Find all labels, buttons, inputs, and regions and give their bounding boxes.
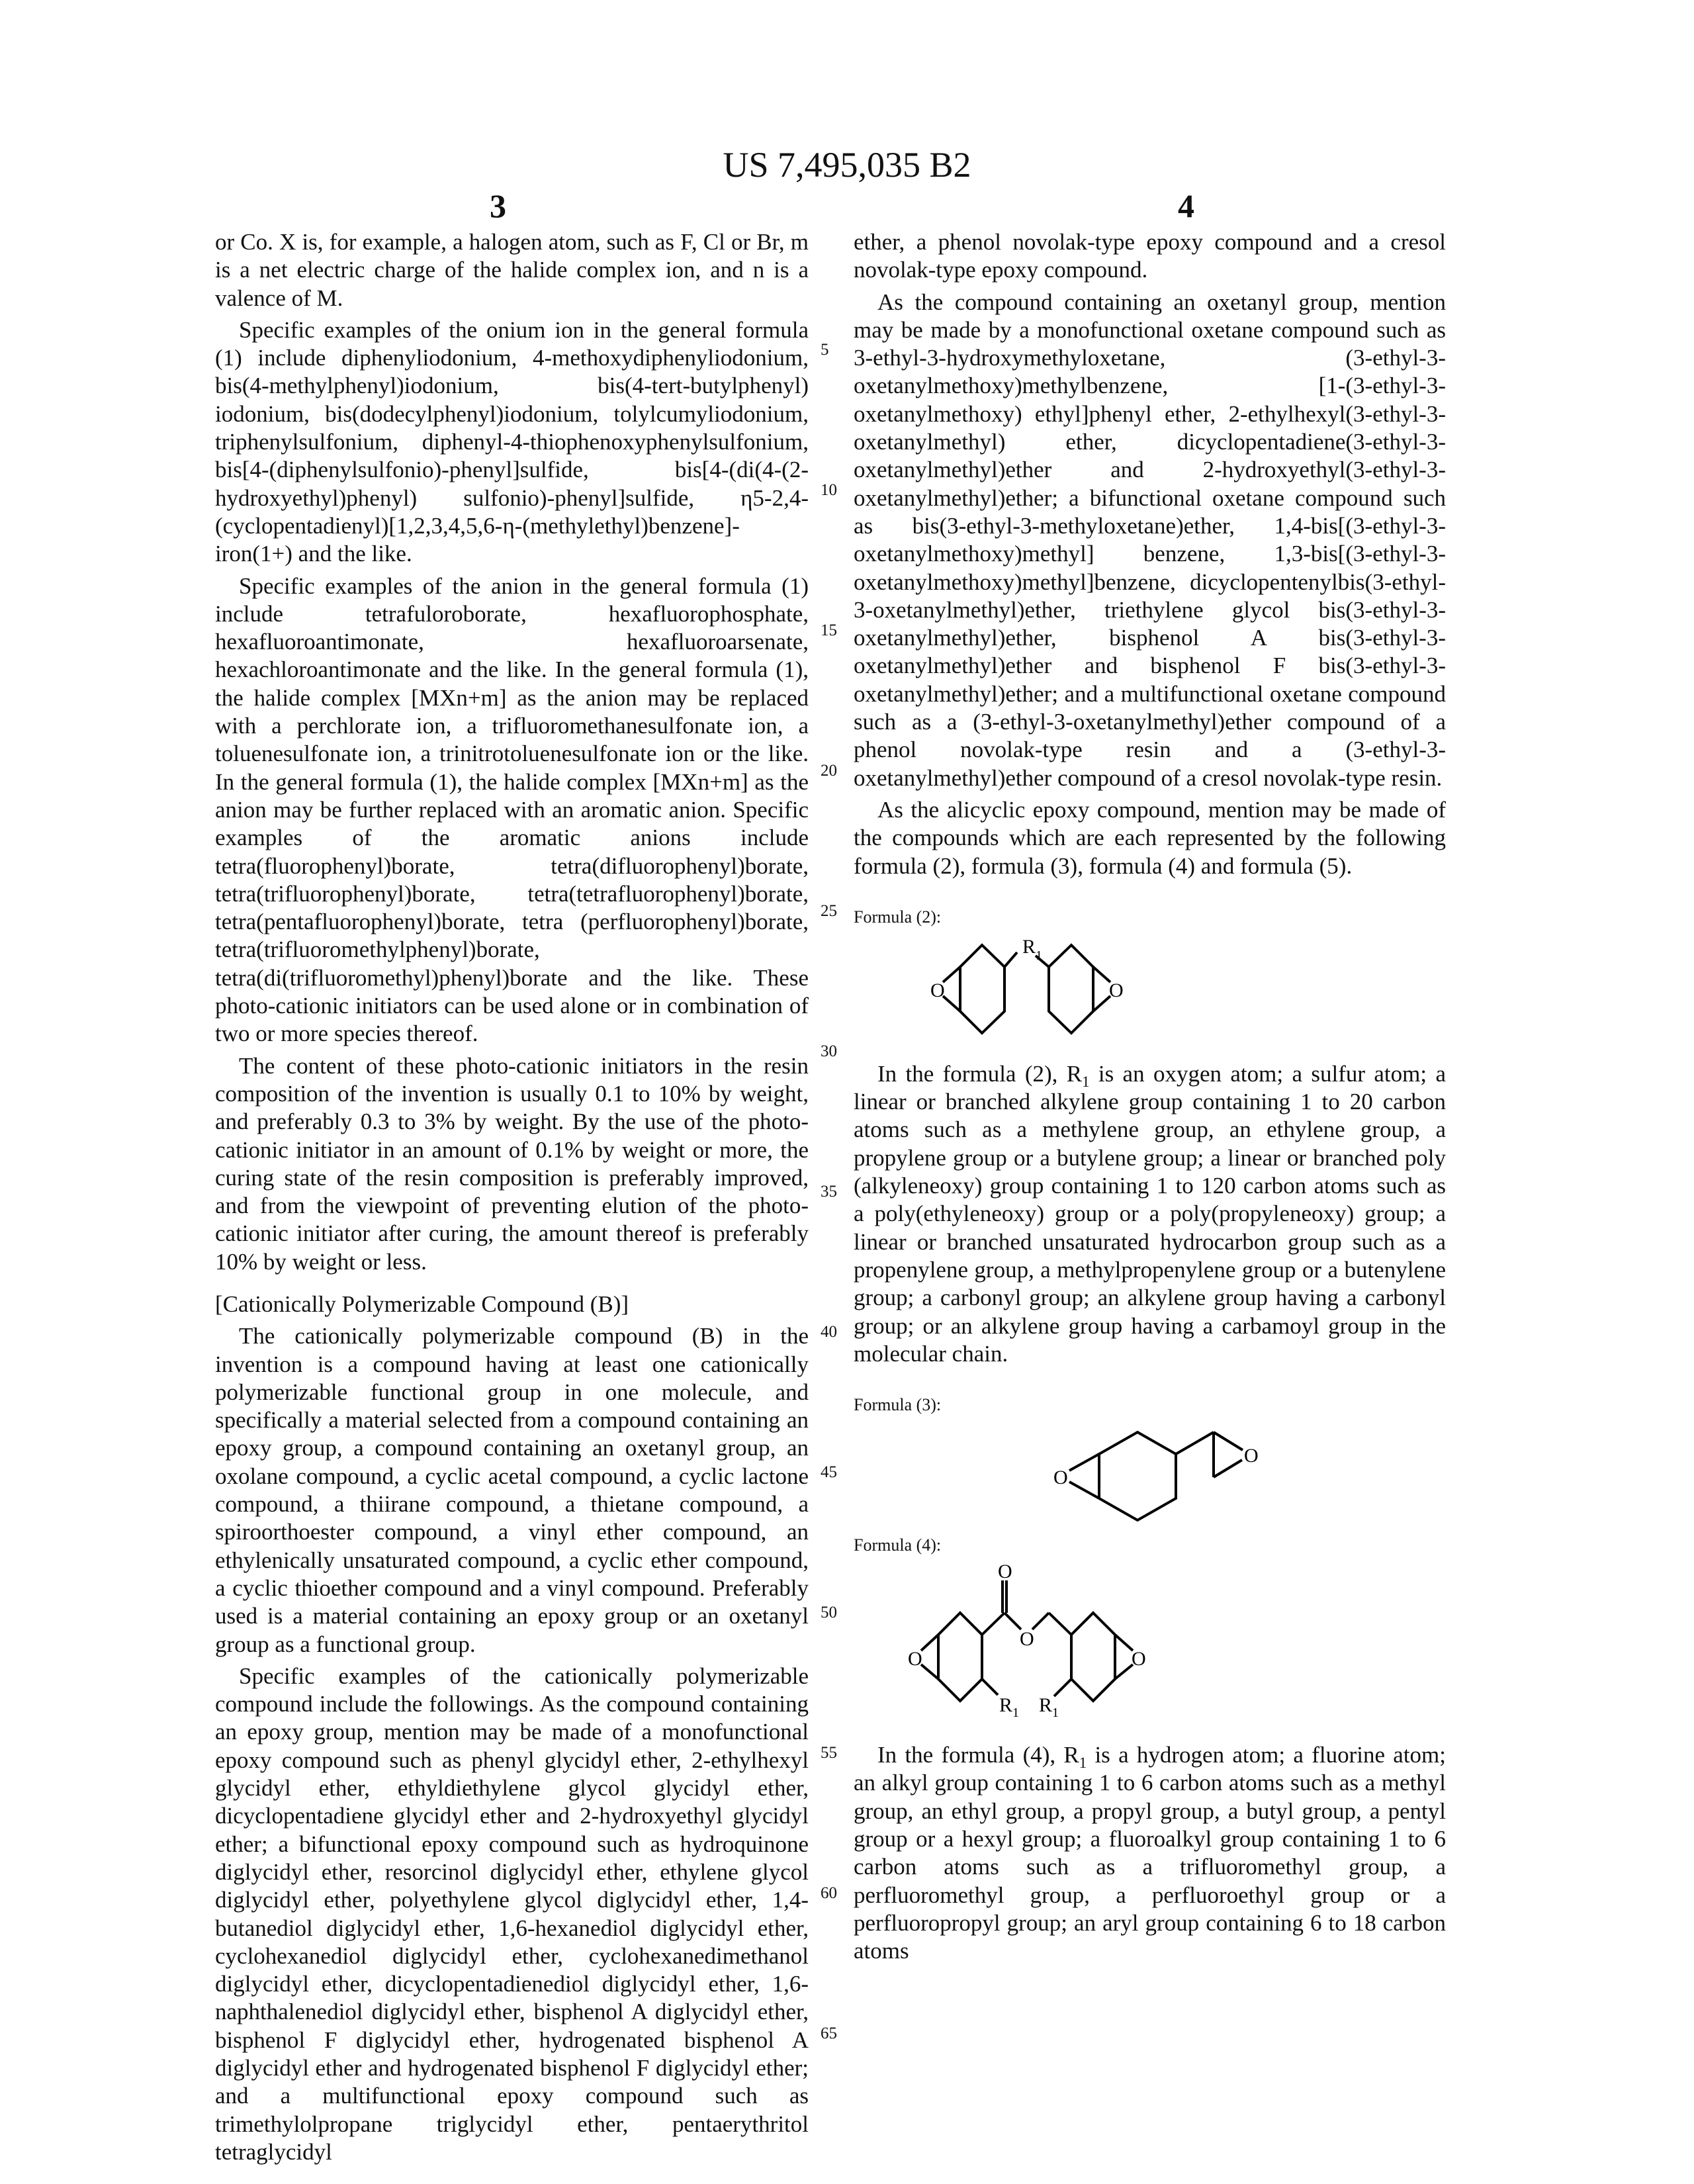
left-paragraph-6: Specific examples of the cationically polymerizable compound include the followings. As the compound containing an epoxy group, mention may be made of a monofunctional epoxy compound such as phenyl glycidyl ether, 2-ethylhexyl glycidyl ether, ethyldiethylene glycol glycidyl ether, dicyclopentadiene glycidyl ether and 2-hydroxyethyl glycidyl ether; a bifunctional epoxy compound such as hydroquinone diglycidyl ether, resorcinol diglycidyl ether, ethylene glycol diglycidyl ether, polyethylene glycol diglycidyl ether, 1,4-butanediol diglycidyl ether, 1,6-hexanediol diglycidyl ether, cyclohexanediol diglycidyl ether, cyclohexanedimethanol diglycidyl ether, dicyclopentadienediol diglycidyl ether, 1,6-naphthalenediol diglycidyl ether, bisphenol A diglycidyl ether, bisphenol F diglycidyl ether, hydrogenated bisphenol A diglycidyl ether and hydrogenated bisphenol F diglycidyl ether; and a multifunctional epoxy compound such as trimethylolpropane triglycidyl ether, pentaerythritol tetraglycidyl	[215, 1662, 809, 2166]
page-number-left: 3	[490, 187, 506, 225]
right-paragraph-3: As the alicyclic epoxy compound, mention may be made of the compounds which are each represented by the following formula (2), formula (3), formula (4) and formula (5).	[854, 796, 1446, 880]
svg-text:O: O	[1244, 1445, 1259, 1467]
left-paragraph-5: The cationically polymerizable compound (B) in the invention is a compound having at least one cationically polymerizable functional group in one molecule, and specifically a material selected from a compound containing an epoxy group, a compound containing an oxetanyl group, an oxolane compound, a cyclic acetal compound, a cyclic lactone compound, a thiirane compound, a thietane compound, a spiroorthoester compound, a vinyl ether compound, an ethylenically unsaturated compound, a cyclic ether compound, a cyclic thioether compound and a vinyl compound. Preferably used is a material containing an epoxy group or an oxetanyl group as a functional group.	[215, 1322, 809, 1659]
line-number: 25	[821, 902, 837, 921]
left-column	[215, 228, 809, 2170]
subscript: 1	[1082, 1073, 1089, 1090]
svg-text:R: R	[999, 1694, 1012, 1716]
line-number: 50	[821, 1604, 837, 1622]
svg-text:1: 1	[1052, 1706, 1059, 1720]
formula-2-label: Formula (2):	[854, 907, 1446, 928]
svg-text:R: R	[1022, 936, 1036, 958]
text: is an oxygen atom; a sulfur atom; a linear or branched alkylene group containing 1 to 20 carbon atoms such as a methylene group, an ethylene group, a propylene group or a butylene group; a linear or branched poly (alkyleneoxy) group containing 1 to 120 carbon atoms such as a poly(ethyleneoxy) group or a poly(propyleneoxy) group; a linear or branched unsaturated hydrocarbon group such as a propenylene group, a methylpropenylene group or a butenylene group; a carbonyl group; an alkylene group having a carbonyl group; or an alkylene group having a carbamoyl group in the molecular chain.	[854, 1061, 1446, 1367]
svg-text:O: O	[930, 979, 945, 1001]
patent-number: US 7,495,035 B2	[0, 144, 1694, 185]
line-number: 35	[821, 1183, 837, 1201]
formula-4-label: Formula (4):	[854, 1535, 1446, 1556]
right-paragraph-5	[854, 1741, 1446, 1965]
subscript: 1	[1079, 1754, 1087, 1771]
formula-4-structure	[907, 1556, 1370, 1721]
line-number: 65	[821, 2025, 837, 2043]
left-paragraph-2: Specific examples of the onium ion in the general formula (1) include diphenyliodonium, 4-methoxydiphenyliodonium, bis(4-methylphenyl)iodonium, bis(4-tert-butylphenyl) iodonium, bis(dodecylphenyl)iodonium, tolylcumyliodonium, triphenylsulfonium, diphenyl-4-thiophenoxyphenylsulfonium, bis[4-(diphenylsulfonio)-phenyl]sulfide, bis[4-(di(4-(2-hydroxyethyl)phenyl) sulfonio)-phenyl]sulfide, η5-2,4-(cyclopentadienyl)[1,2,3,4,5,6-η-(methylethyl)benzene]-iron(1+) and the like.	[215, 316, 809, 569]
line-number: 40	[821, 1323, 837, 1342]
svg-text:O: O	[908, 1648, 922, 1670]
svg-text:O: O	[1132, 1648, 1146, 1670]
svg-text:O: O	[1109, 979, 1124, 1001]
right-paragraph-1: ether, a phenol novolak-type epoxy compound and a cresol novolak-type epoxy compound.	[854, 228, 1446, 285]
svg-text:O: O	[998, 1561, 1012, 1582]
formula-3-structure	[907, 1416, 1370, 1528]
right-paragraph-2: As the compound containing an oxetanyl group, mention may be made by a monofunctional oxetane compound such as 3-ethyl-3-hydroxymethyloxetane, (3-ethyl-3-oxetanylmethoxy)methylbenzene, [1-(3-ethyl-3-oxetanylmethoxy) ethyl]phenyl ether, 2-ethylhexyl(3-ethyl-3-oxetanylmethyl) ether, dicyclopentadiene(3-ethyl-3-oxetanylmethyl)ether and 2-hydroxyethyl(3-ethyl-3-oxetanylmethyl)ether; a bifunctional oxetane compound such as bis(3-ethyl-3-methyloxetane)ether, 1,4-bis[(3-ethyl-3-oxetanylmethoxy)methyl] benzene, 1,3-bis[(3-ethyl-3-oxetanylmethoxy)methyl]benzene, dicyclopentenylbis(3-ethyl-3-oxetanylmethyl)ether, triethylene glycol bis(3-ethyl-3-oxetanylmethyl)ether, bisphenol A bis(3-ethyl-3-oxetanylmethyl)ether and bisphenol F bis(3-ethyl-3-oxetanylmethyl)ether; and a multifunctional oxetane compound such as a (3-ethyl-3-oxetanylmethyl)ether compound of a phenol novolak-type resin and a (3-ethyl-3-oxetanylmethyl)ether compound of a cresol novolak-type resin.	[854, 289, 1446, 792]
svg-text:O: O	[1053, 1467, 1068, 1488]
right-column	[854, 228, 1446, 1969]
left-paragraph-3: Specific examples of the anion in the general formula (1) include tetrafuloroborate, hexafluorophosphate, hexafluoroantimonate, hexafluoroarsenate, hexachloroantimonate and the like. In the general formula (1), the halide complex [MXn+m] as the anion may be replaced with a perchlorate ion, a trifluoromethanesulfonate ion, a toluenesulfonate ion, a trinitrotoluenesulfonate ion or the like. In the general formula (1), the halide complex [MXn+m] as the anion may be further replaced with an aromatic anion. Specific examples of the aromatic anions include tetra(fluorophenyl)borate, tetra(difluorophenyl)borate, tetra(trifluorophenyl)borate, tetra(tetrafluorophenyl)borate, tetra(pentafluorophenyl)borate, tetra (perfluorophenyl)borate, tetra(trifluoromethylphenyl)borate, tetra(di(trifluoromethyl)phenyl)borate and the like. These photo-cationic initiators can be used alone or in combination of two or more species thereof.	[215, 572, 809, 1048]
line-number: 20	[821, 762, 837, 780]
left-paragraph-1: or Co. X is, for example, a halogen atom, such as F, Cl or Br, m is a net electric charge of the halide complex ion, and n is a valence of M.	[215, 228, 809, 312]
patent-page	[0, 0, 1694, 2184]
formula-3-label: Formula (3):	[854, 1394, 1446, 1416]
line-number: 30	[821, 1042, 837, 1061]
line-number: 60	[821, 1884, 837, 1903]
formula-3-block	[854, 1394, 1446, 1528]
svg-text:1: 1	[1012, 1706, 1019, 1720]
page-number-right: 4	[1178, 187, 1194, 225]
text: In the formula (2), R	[877, 1061, 1082, 1087]
line-number: 15	[821, 621, 837, 640]
text: is a hydrogen atom; a fluorine atom; an alkyl group containing 1 to 6 carbon atoms such as a methyl group, an ethyl group, a propyl group, a butyl group, a pentyl group or a hexyl group; a fluoroalkyl group containing 1 to 6 carbon atoms such as a trifluoromethyl group, a perfluoromethyl group, a perfluoroethyl group or a perfluoropropyl group; an aryl group containing 6 to 18 carbon atoms	[854, 1742, 1446, 1964]
left-paragraph-4: The content of these photo-cationic initiators in the resin composition of the invention is usually 0.1 to 10% by weight, and preferably 0.3 to 3% by weight. By the use of the photo-cationic initiator in an amount of 0.1% by weight or more, the curing state of the resin composition is preferably improved, and from the viewpoint of preventing elution of the photo-cationic initiator after curing, the amount thereof is preferably 10% by weight or less.	[215, 1052, 809, 1276]
section-heading: [Cationically Polymerizable Compound (B)]	[215, 1291, 809, 1318]
line-number: 55	[821, 1744, 837, 1762]
line-number: 45	[821, 1463, 837, 1482]
svg-text:O: O	[1020, 1628, 1034, 1650]
formula-2-block	[854, 907, 1446, 1060]
svg-text:1: 1	[1036, 948, 1042, 963]
formula-2-structure	[907, 928, 1370, 1060]
formula-4-block	[854, 1535, 1446, 1721]
svg-text:R: R	[1039, 1694, 1052, 1716]
right-paragraph-4	[854, 1060, 1446, 1368]
text: In the formula (4), R	[877, 1742, 1079, 1768]
line-number: 5	[821, 341, 829, 359]
line-number: 10	[821, 481, 837, 500]
